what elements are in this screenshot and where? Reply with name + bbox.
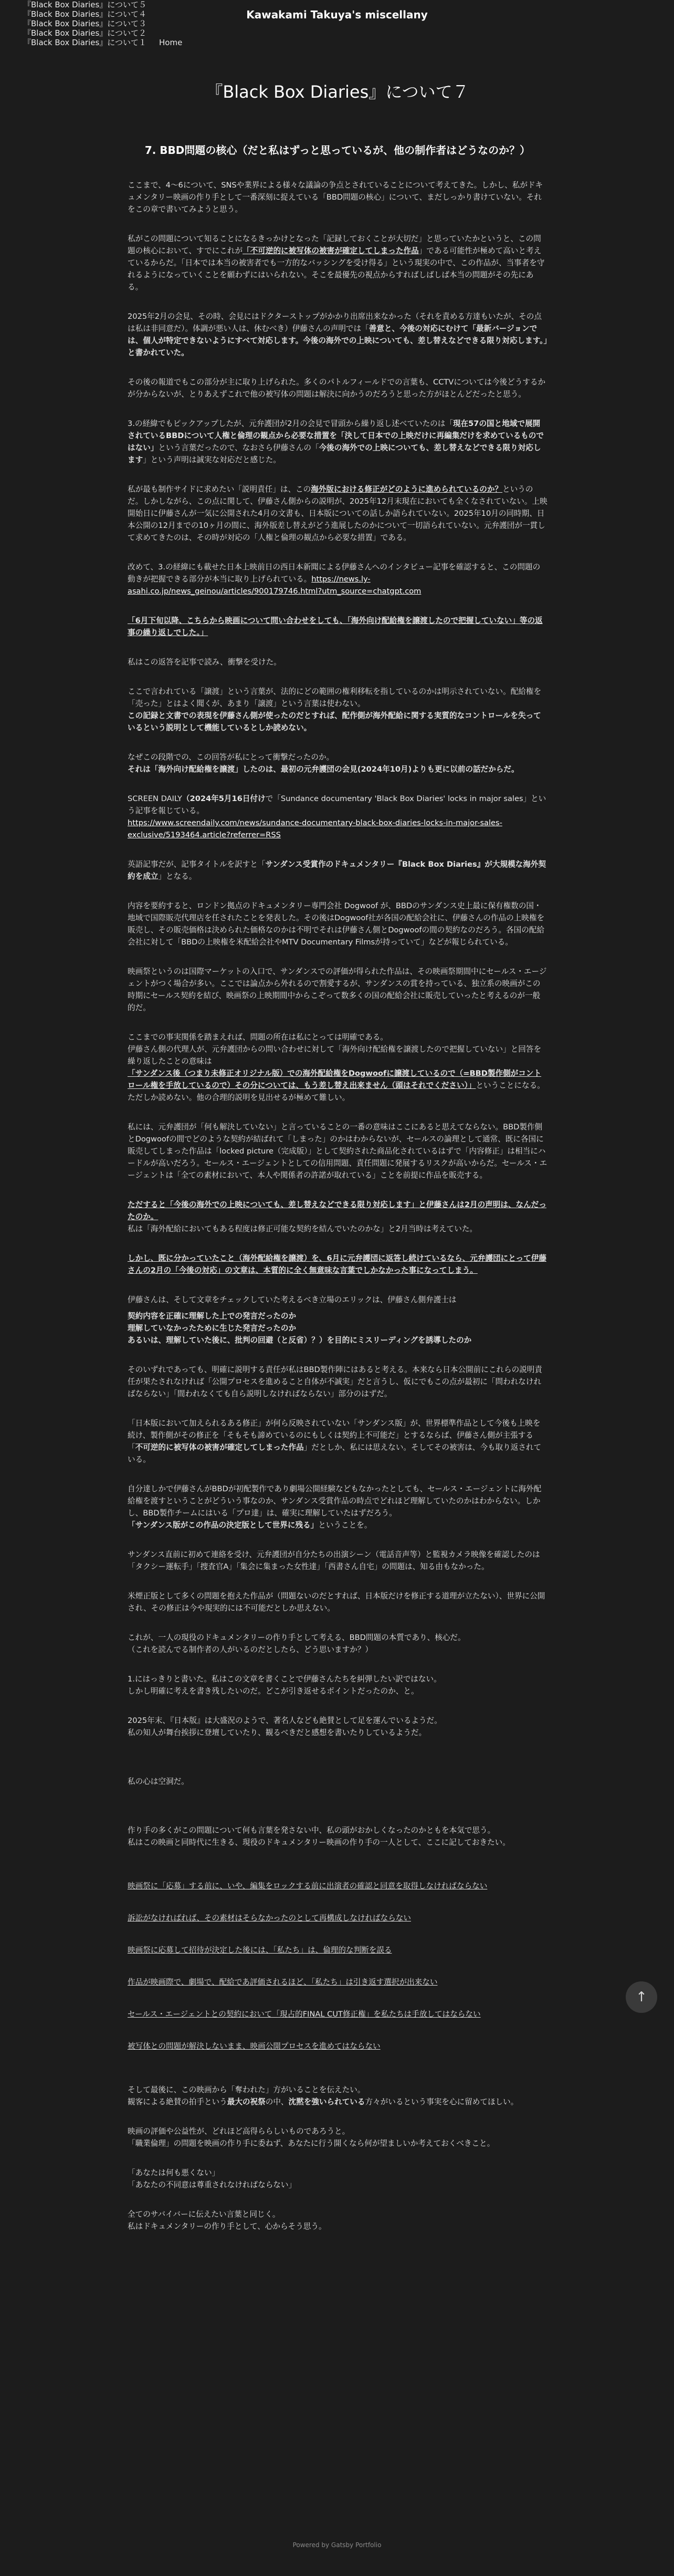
emphasis: その分については、もう差し替え出来ません（頭はそれでください）」 [235, 1081, 476, 1090]
quote: 「6月下旬以降、こちらから映画について問い合わせをしても、「海外向け配給権を譲渡したので把握していない」等の返事の繰り返しでした。」 [128, 616, 543, 637]
question: 契約内容を正確に理解した上での発言だったのか [128, 1312, 297, 1321]
text: 作り手の多くがこの問題について何も言葉を発さない中、私の頭がおかしくなったのかともを本気で思う。 [128, 1826, 496, 1835]
principle-5: セールス・エージェントとの契約において「現占的FINAL CUT修正権」を私たちは手放してはならない [128, 2010, 481, 2019]
text: これが、一人の現役のドキュメンタリーの作り手として考える、BBD問題の本質であり、核心だ。 [128, 1633, 466, 1642]
question: あるいは、理解していた後に、批判の回避（と反省）？）を目的にミスリーディングを誘導したのか [128, 1336, 472, 1345]
text: 「職業倫理」の問題を映画の作り手に委ねず、あなたに行う開くなら何が望ましいか考えておくべきこと。 [128, 2139, 495, 2148]
emphasis: 「サンダンス後（つまり未修正オリジナル版）での海外配給権をDogwoofに譲渡しているので（=BBD製作側がコントロール権を手放しているので） [128, 1069, 542, 1090]
site-title[interactable]: Kawakami Takuya's miscellany [246, 8, 428, 21]
text: ここまでの事実関係を踏まえれば、問題の所在は私にとっては明確である。 [128, 1033, 388, 1042]
page-title: 『Black Box Diaries』について７ [206, 82, 469, 102]
text: 」という声明は誠実な対応だと感じた。 [143, 455, 281, 464]
emphasis: 善意と、今後の対応にむけて「最新バージョンでは、個人が特定できないようにすべて対応します。今後の海外での上映についても、差し替えなどできる限り対応します。」と書かれていた。 [128, 324, 547, 357]
text: 自分達しかで伊藤さんがBBDが初配製作であり劇場公開経験などもなかったとしても、セールス・エージェントに海外配給権を渡すということがどういう事なのか、サンダンス受賞作品の時点でどれほど理解していたのかはわからない。しかし、BBD製作チームにはいる「プロ達」は、確実に理解していたはずだろう。 [128, 1484, 542, 1518]
emphasis: それは「海外向け配給権を譲渡」したのは、最初の元弁護団の会見(2024年10月)よりも更に以前の話だからだ。 [128, 765, 519, 774]
text: しかし明確に考えを書き残したいのだ。どこが引き返せるポイントだったのか、と。 [128, 1687, 419, 1696]
text: 観客による絶賛の拍手という [128, 2097, 227, 2106]
message-1: 「あなたは何も悪くない」 [128, 2168, 220, 2177]
emphasis: この記録と文書での表現を伊藤さん側が使ったのだとすれば、配作側が海外配給に関する実質的なコントロールを失っているという説明として機能しているとしか読めない。 [128, 711, 541, 732]
paragraph-33 [128, 2125, 547, 2149]
text: 2025年末、『日本版』は大盛況のようで、著名人なども絶賛として足を運んでいるようだ。 [128, 1716, 442, 1725]
nav-item-row-last [23, 38, 182, 47]
emphasis: 最大の祝祭 [227, 2097, 266, 2106]
paragraph-11 [128, 751, 547, 775]
emphasis: 「不可逆的に被写体の被害が確定してしまった作品 [243, 246, 419, 255]
footer: Powered by Gatsby Portfolio [292, 2541, 382, 2549]
emphasis: 不可逆的に被写体の被害が確定してしまった作品 [135, 1443, 304, 1452]
text: ただしか読めない。他の合理的説明を見出せるが極めて難しい。 [128, 1093, 350, 1102]
text: 私はドキュメンタリーの作り手として、心からそう思う。 [128, 2222, 327, 2231]
paragraph-19 [128, 1252, 547, 1276]
principle-2: 訴訟がなければれば、その素材はそらなかったのとして再構成しなければならない [128, 1914, 411, 1923]
nav-item-diaries-2[interactable]: 『Black Box Diaries』について２ [23, 28, 146, 38]
paragraph-7 [128, 561, 547, 597]
text: 1.にはっきりと書いた。私はこの文章を書くことで伊藤さんたちを糾弾したい訳ではない。 [128, 1675, 441, 1684]
text: の中、 [265, 2097, 289, 2106]
message-2: 「あなたの不同意は尊重されなければならない」 [128, 2180, 297, 2189]
paragraph-8 [128, 615, 547, 639]
emphasis: サンダンス受賞作のドキュメンタリー『Black Box Diaries』が大規模な海外契約を成立 [128, 860, 546, 881]
text: 私は「海外配給においてもある程度は修正可能な契約を結んでいたのかな」と2月当時は考えていた。 [128, 1224, 478, 1233]
text: 3.の経緯でもピックアップしたが、元弁護団が2月の会見で冒頭から繰り返し述べていたのは「 [128, 419, 453, 428]
question: 理解していなかったために生じた発言だったのか [128, 1324, 297, 1333]
principle-4: 作品が映画際で、劇場で、配給であ評価されるほど、「私たち」は引き返す選択が出来ない [128, 1978, 438, 1987]
paragraph-29 [128, 1715, 547, 1739]
paragraph-17: 私には、元弁護団が「何も解決していない」と言っていることの一番の意味はここにあると思えてならない。BBD製作側とDogwoofの間でどのような契約が結ばれて「しまった」のかはわからないが、セールスの論理として通常、既に各国に販売してしまった作品は「locked picture（完成版）」として契約された商品化されているはずで「内容修正」は相当にハードルが高いだろう。セールス・エージェントとしての信用問題、責任問題に発展するリスクが高いからだ。セールス・エージェントは「全ての素材において、本人や関係者の許諾が取れている」ことを前提に作品を販売する。 [128, 1123, 547, 1180]
paragraph-5 [128, 418, 547, 466]
news-link[interactable]: https://news.ly-asahi.co.jp/news_geinou/articles/900179746.html?utm_source=chatgpt.com [128, 575, 422, 596]
text: （これを読んでる制作者の人がいるのだとしたら、どう思いますか？） [128, 1645, 373, 1654]
text: 「日本版において加えられるある修正」が何ら反映されていない「サンダンス版」が、世界標準作品として今後も上映を続け、製作側がその修正を「そもそも諦めているのにもしくは契約上不可能だ」とするならば、伊藤さん側が主張する「 [128, 1419, 541, 1452]
section-heading: 7. BBD問題の核心（だと私はずっと思っているが、他の制作者はどうなのか？） [144, 144, 531, 157]
emphasis: 海外版における修正がどのように進められているのか？ [311, 485, 503, 494]
text: 2025年2月の会見、その時、会見にはドクターストップがかかり出席出来なかった（それを責める方達もいたが、その点は私は非同意だ）。体調が悪い人は、休むべき）伊藤さんの声明では「 [128, 312, 542, 333]
text: ということを。 [318, 1521, 372, 1530]
paragraph-intro: ここまで、4～6について、SNSや業界による様々な議論の争点とされていることについて考えてきた。しかし、私がドキュメンタリー映画の作り手として一番深刻に捉えている「BBD問題の核心」について、まだしっかり書けていない。それをこの章で書いてみようと思う。 [128, 181, 543, 214]
text: 私がこの問題について知ることになるきっかけとなった「記録しておくことが大切だ」と思っていたかというと、この問題の核心において、すでにこれが [128, 234, 541, 255]
principle-6: 被写体との問題が解決しないまま、映画公開プロセスを進めてはならない [128, 2042, 381, 2051]
nav-item-diaries-3[interactable]: 『Black Box Diaries』について３ [23, 19, 146, 28]
paragraph-23 [128, 1417, 547, 1466]
emphasis: しかし、既に分かっていたこと（海外配給権を譲渡）を、6月に元弁護団に返答し続けているなら、元弁護団にとって伊藤さんの2月の「今後の対応」の文章は、本質的に全く無意味な言葉でしかなかった事になってしまう。 [128, 1254, 546, 1275]
nav-item-home[interactable]: Home [159, 38, 183, 47]
text: 」だとしか、私には思えない。そしてその被害は、今も取り返されている。 [128, 1443, 542, 1464]
paragraph-27 [128, 1632, 547, 1656]
nav-item-diaries-5[interactable]: 『Black Box Diaries』について５ [23, 0, 146, 9]
text: 改めて、3.の経緯にも載せた日本上映前日の西日本新聞による伊藤さんへのインタビュー記事を確認すると、この問題の動きが把握できる部分が本当に取り上げられている。 [128, 563, 541, 584]
text: そして最後に、この映画から「奪われた」方がいることを伝えたい。 [128, 2085, 365, 2094]
text: で「Sundance documentary 'Black Box Diaries' locks in major sales」という記事を報じている。 [128, 794, 546, 815]
emphasis: 現在57の国と地域で展開されているBBDについて人権と倫理の観点から必要な措置を「決して日本での上映だけに再編集だけを求めているものではない」 [128, 419, 544, 452]
paragraph-6 [128, 483, 547, 544]
paragraph-30: 私の心は空洞だ。 [128, 1777, 189, 1786]
emphasis: （2024年5月16日付け [182, 794, 266, 803]
site-header [0, 0, 674, 63]
paragraph-12 [128, 793, 547, 841]
paragraph-13 [128, 858, 547, 882]
text: 私はこの映画と同時代に生きる、現役のドキュメンタリー映画の作り手の一人として、ここに記しておきたい。 [128, 1838, 510, 1847]
text: ということになる。 [476, 1081, 545, 1090]
text: 方々がいるという事実を心に留めてほしい。 [365, 2097, 519, 2106]
text: 」となる。 [158, 872, 197, 881]
text: という言葉だったので、なおさら伊藤さんの「 [158, 443, 319, 452]
paragraph-21 [128, 1310, 547, 1346]
article [128, 68, 547, 2250]
paragraph-20: 伊藤さんは、そして文章をチェックしていた考えるべき立場のエリックは、伊藤さん側弁護士は [128, 1295, 457, 1304]
text: SCREEN DAILY [128, 794, 182, 803]
screendaily-link[interactable]: https://www.screendaily.com/news/sundance-documentary-black-box-diaries-locks-in-major-sales-exclusive/5193464.article?referrer=RSS [128, 818, 502, 839]
paragraph-3 [128, 310, 547, 359]
text: 」である可能性が極めて高いと考えているからだ。「日本では本当の被害者でも一方的なバッシングを受け得る」という現実の中で、この作品が、当事者を守れるようになっていくことを願わずにはいられない。そこを最優先の視点からすればしばしば本当の問題がその先にある。 [128, 246, 545, 292]
principle-3: 映画祭に応募して招待が決定した後には、「私たち」は、倫理的な判断を誤る [128, 1946, 392, 1955]
paragraph-2 [128, 233, 547, 293]
text: 米煙正版として多くの問題を抱えた作品が（問題ないのだとすれば、日本版だけを修正する道理が立たない）、世界に公開され、その修正は今や現実的には不可能だとしか思えない。 [128, 1592, 545, 1613]
paragraph-28 [128, 1673, 547, 1697]
paragraph-10 [128, 685, 547, 734]
text: 映画の評価や公益性が、どれほど高得ららしいものであろうと。 [128, 2127, 350, 2136]
paragraph-32 [128, 2084, 547, 2108]
text: ここで言われている「譲渡」という言葉が、法的にどの範囲の権利移転を指しているのかは明示されていない。配給権を「売った」とはよく聞くが、あまり「譲渡」という言葉は使わない。 [128, 687, 542, 708]
nav-item-diaries-1[interactable]: 『Black Box Diaries』について１ [23, 38, 146, 47]
scroll-to-top-button[interactable]: ↑ [626, 1981, 657, 2013]
paragraph-16 [128, 1031, 547, 1104]
paragraph-4: その後の報道でもこの部分が主に取り上げられた。多くのパトルフィールドでの言葉も、CCTVについては今後どうするかが分からないが、とりあえずこれで他の被写体の問題は解決に向かうのだろうと思った方がほとんどだったと思う。 [128, 378, 546, 399]
paragraph-14: 内容を要約すると、ロンドン拠点のドキュメンタリー専門会社 Dogwoof が、BBDのサンダンス史上最に保有権数の国・地域で国際販売代理店を任されたことを発表した。その後はDogwoof社が各国の配給会社に、伊藤さんの作品の上映権を販売し、その販売価格は決められた価格なのかは不明でそれは伊藤さん側とDogwoofの間の契約なのだろう。各国の配給会社に対して「BBDの上映権を米配給会社やMTV Documentary Filmsが持っていて」などが報じられている。 [128, 901, 545, 947]
text: 伊藤さん側の代理人が、元弁護団からの問い合わせに対して「海外向け配給権を譲渡したので把握していない」と回答を繰り返したことの意味は [128, 1045, 542, 1066]
paragraph-24 [128, 1483, 547, 1531]
principle-1: 映画祭に「応募」する前に、いや、編集をロックする前に出演者の確認と同意を取得しなければならない [128, 1882, 488, 1891]
emphasis: 「サンダンス版がこの作品の決定版として世界に残る」 [128, 1521, 319, 1530]
paragraph-26 [128, 1590, 547, 1614]
nav-item-diaries-4[interactable]: 『Black Box Diaries』について４ [23, 9, 146, 19]
paragraph-18 [128, 1199, 547, 1235]
paragraph-31 [128, 1824, 547, 1848]
paragraph-message [128, 2167, 547, 2191]
text: 私の知人が舞台挨拶に登壇していたり、観るべきだと感想を書いたりしているようだ。 [128, 1728, 427, 1737]
text: というのだ。しかしながら、この点に関して、伊藤さん側からの説明が、2025年12月末現在においても全くなされていない。上映開始日に伊藤さんが一気に公開された4月の文書も、日本版についての話しか語られていない。2025年10月の同時期、日本公開の12月までの10ヶ月の間に、海外版差し替えがどう進展したのかについて一切語られていない。元弁護団が一貫して求めてきたのは、その時が対応の「人権と倫理の観点から必要な措置」である。 [128, 485, 547, 542]
text: なぜこの段階での、この回答が私にとって衝撃だったのか。 [128, 753, 334, 762]
text: 全てのサバイバーに伝えたい言葉と同じく。 [128, 2210, 280, 2219]
emphasis: 沈黙を強いられている [288, 2097, 365, 2106]
text: 私が最も制作サイドに求めたい「説明責任」は、この [128, 485, 311, 494]
paragraph-25: サンダンス直前に初めて連絡を受け、元弁護団が自分たちの出演シーン（電話音声等）と監視カメラ映像を確認したのは「タクシー運転手」「捜査官A」「集会に集まった女性達」「西書さん自宅」の問題は、知る由もなかった。 [128, 1550, 540, 1571]
paragraph-22: そのいずれであっても、明確に説明する責任が私はBBD製作陣にはあると考える。本来なら日本公開前にこれらの説明責任が果たされなければ「公開プロセスを進めること自体が不誠実」だと言うし、仮にでもこの点が最初に「問われなければならない」「間われなくても自ら説明しなければならない」部分のはずだ。 [128, 1365, 542, 1398]
paragraph-9: 私はこの返答を記事で読み、衝撃を受けた。 [128, 658, 281, 667]
paragraph-15: 映画祭というのは国際マーケットの入口で、サンダンスでの評価が得られた作品は、その映画祭期間中にセールス・エージェントがつく場合が多い。ここでは論点から外れるので割愛するが、サンダンスの賞を持っている、独立系の映画がこの時期にセールス契約を結び、映画祭の上映期間中からこぞって数多くの国の配給会社に販売していったと考えるのが一般的だ。 [128, 967, 547, 1012]
nav-list [23, 0, 182, 47]
paragraph-34 [128, 2208, 547, 2232]
text: 英語記事だが、記事タイトルを訳すと「 [128, 860, 266, 869]
emphasis: ただすると「今後の海外での上映についても、差し替えなどできる限り対応します」と伊藤さんは2月の声明は、なんだったのか。 [128, 1200, 546, 1221]
emphasis: 今後の海外での上映についても、差し替えなどできる限り対応します [128, 443, 541, 464]
